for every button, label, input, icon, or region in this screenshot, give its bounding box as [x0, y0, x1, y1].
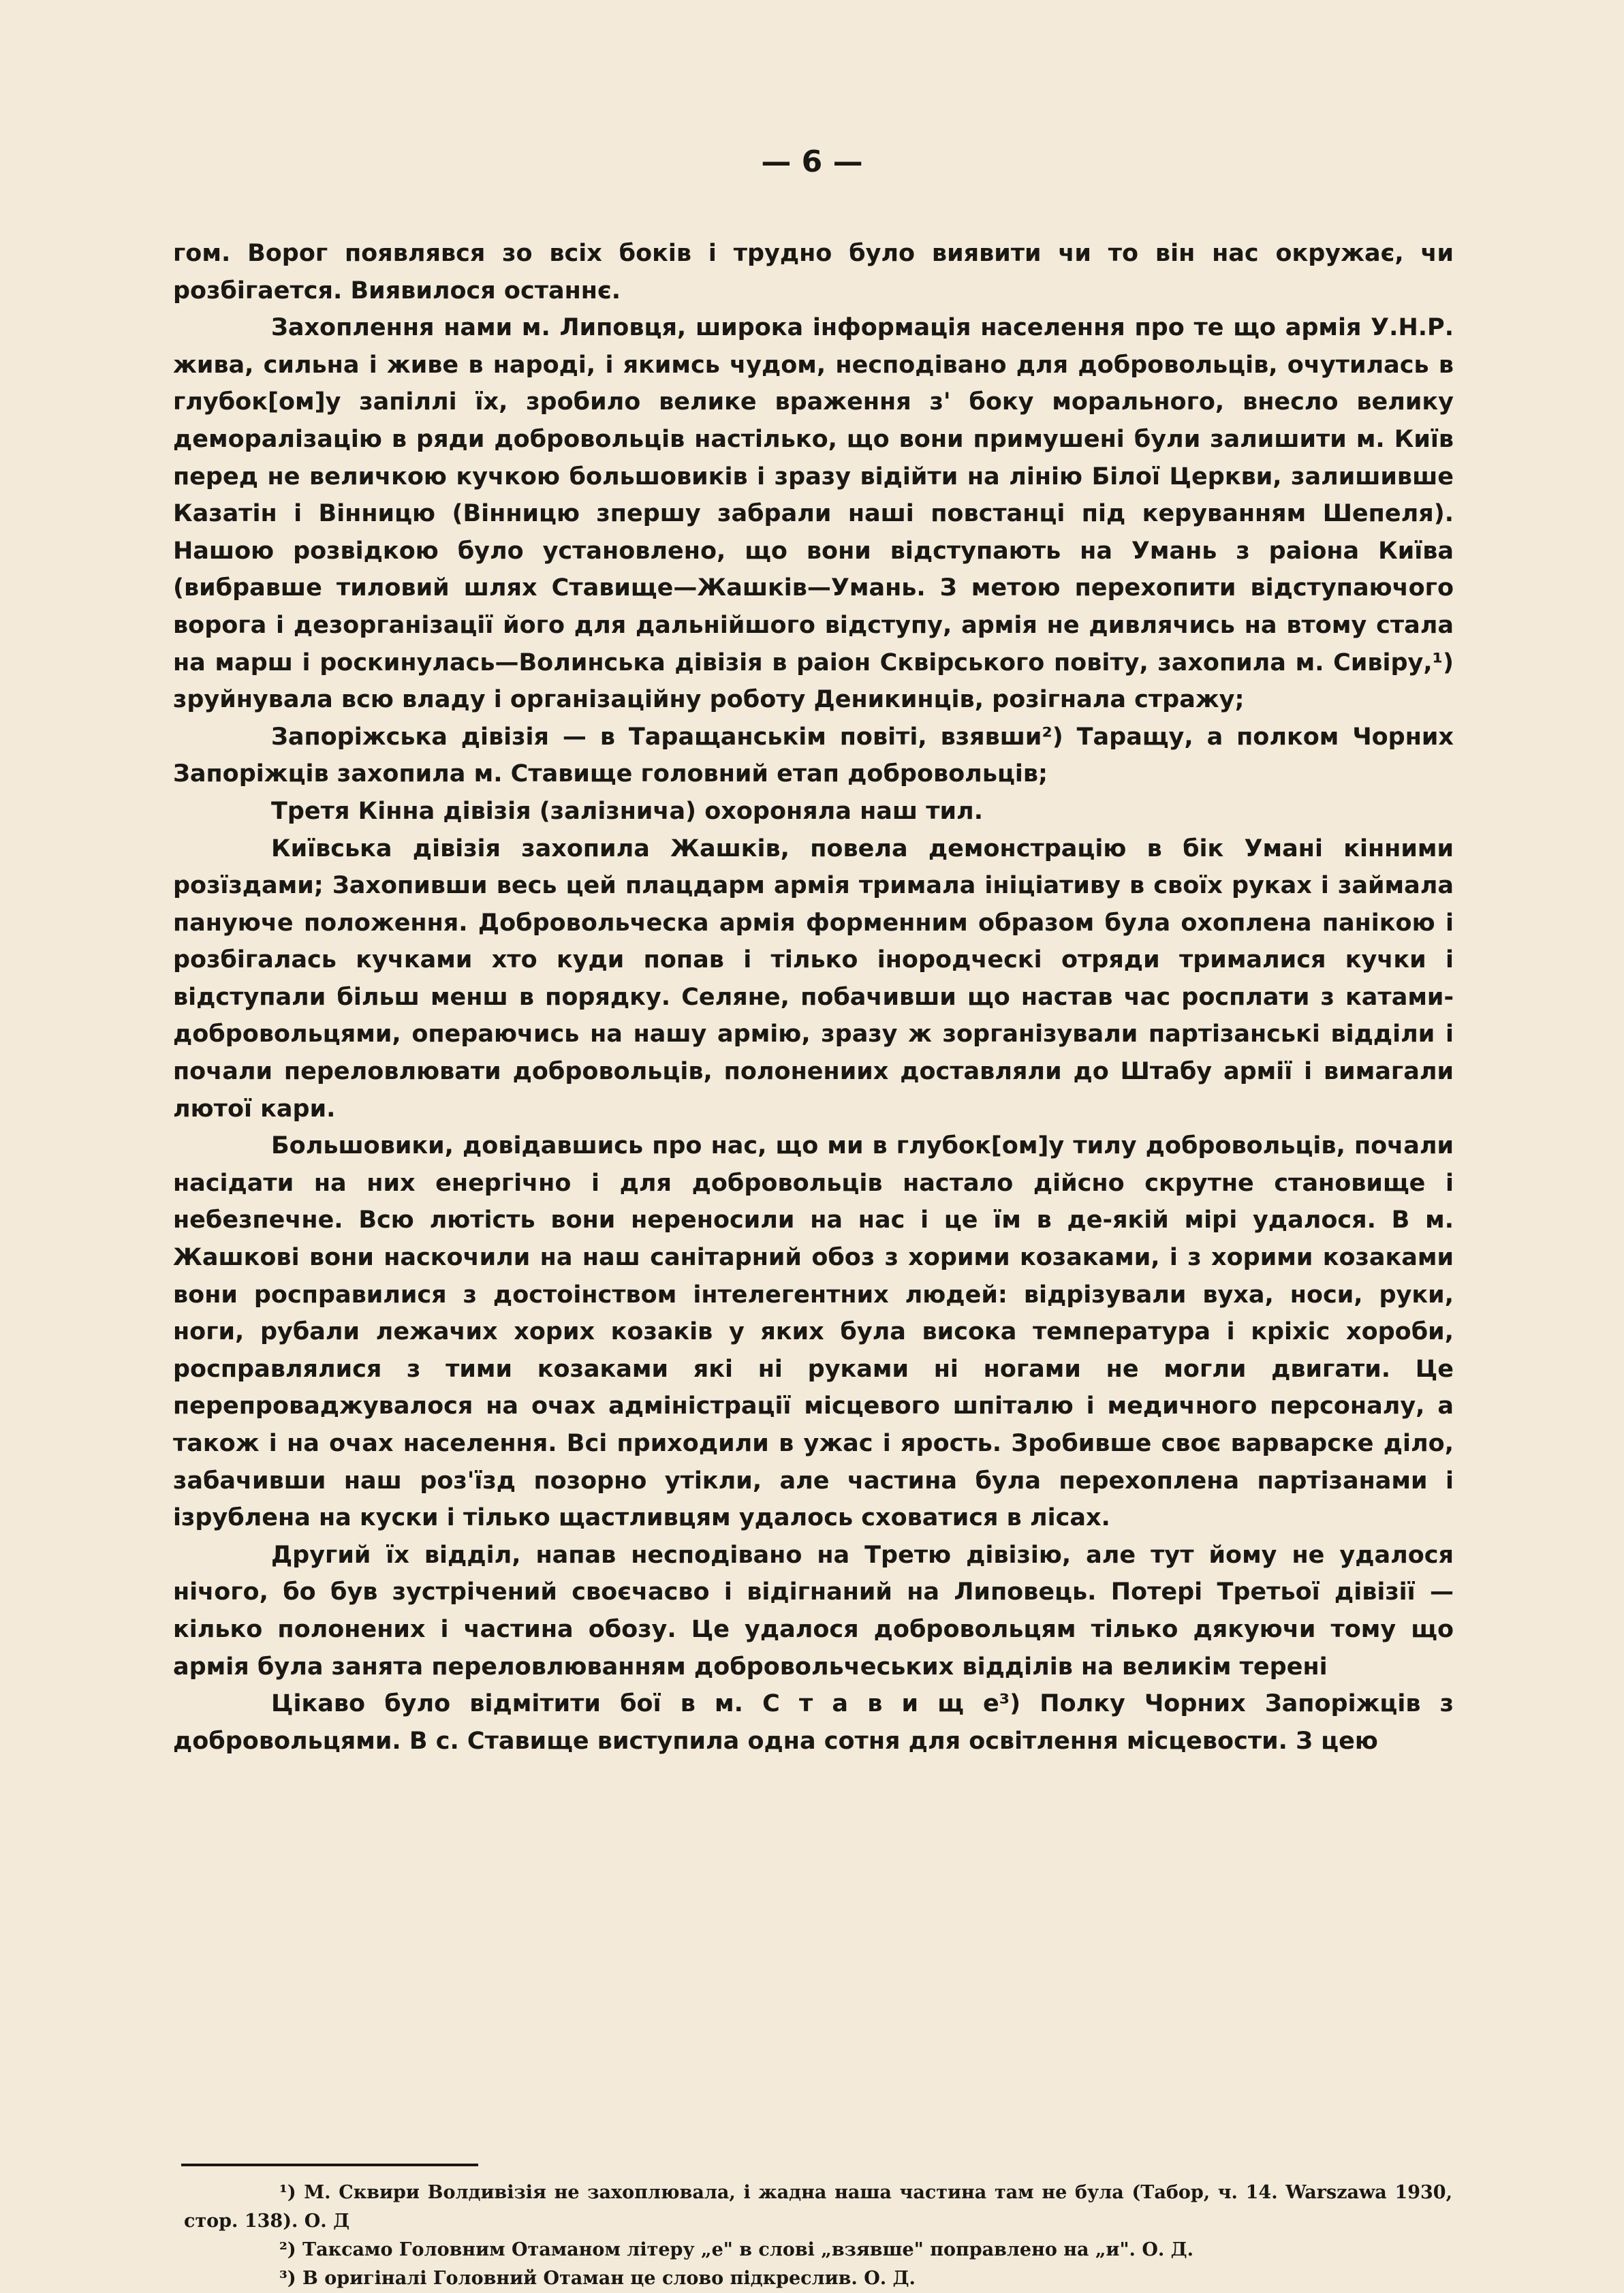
footnote: ¹) М. Сквири Волдивізія не захоплювала, і жадна наша частина там не була (Табор, ч. 14. Warszawa 1930, стор. 138). О. Д [184, 2182, 1452, 2232]
paragraph: Третя Кінна дівізія (залізнича) охороняла наш тил. [271, 797, 983, 825]
body-text [173, 235, 1454, 1760]
paragraph: Большовики, довідавшись про нас, що ми в глубок[ом]у тилу добровольців, почали насідати на них енергічно і для добровольців настало дійсно скрутне становище і небезпечне. Всю лютість вони нереносили на нас і це їм в де-якій мірі удалося. В м. Жашкові вони наскочили на наш санітарний обоз з хорими козаками, і з хорими козаками вони росправилися з достоінством інтелегентних людей: відрізували вуха, носи, руки, ноги, рубали лежачих хорих козаків у яких була висока температура і кріхіс хороби, росправлялися з тими козаками які ні руками ні ногами не могли двигати. Це перепроваджувалося на очах адміністрації місцевого шпіталю і медичного персоналу, а також і на очах населення. Всі приходили в ужас і ярость. Зробивше своє варварске діло, забачивши наш роз'їзд позорно утікли, але частина була перехоплена партізанами і ізрублена на куски і тілько щастливцям удалось сховатися в лісах. [173, 1132, 1454, 1532]
paragraph: Цікаво було відмітити бої в м. С т а в и щ е³) Полку Чорних Запоріжців з добровольцями. В с. Ставище виступила одна сотня для освітлення місцевости. З цею [173, 1690, 1454, 1755]
paragraph: Захоплення нами м. Липовця, широка інформація населення про те що армія У.Н.Р. жива, сильна і живе в народі, і якимсь чудом, несподівано для добровольців, очутилась в глубок[ом]у запіллі їх, зробило велике враження з' боку морального, внесло велику деморалізацію в ряди добровольців настілько, що вони примушені були залишити м. Київ перед не величкою кучкою большовиків і зразу відійти на лінію Білої Церкви, залишивше Казатін і Вінницю (Вінницю зпершу забрали наші повстанці під керуванням Шепеля). Нашою розвідкою було установлено, що вони відступають на Умань з раіона Київа (вибравше тиловий шлях Ставище—Жашків—Умань. З метою перехопити відступаючого ворога і дезорганізації його для дальнійшого відступу, армія не дивлячись на втому стала на марш і роскинулась—Волинська дівізія в раіон Сквірського повіту, захопила м. Сивіру,¹) зруйнувала всю владу і організаційну роботу Деникинців, розігнала стражу; [173, 314, 1454, 714]
paragraph: Другий їх відділ, напав несподівано на Третю дівізію, але тут йому не удалося нічого, бо був зустрічений своєчасво і відігнаний на Липовець. Потері Третьої дівізії — кілько полонених і частина обозу. Це удалося добровольцям тілько дякуючи тому що армія була занята переловлюванням добровольчеських відділів на великім терені [173, 1541, 1454, 1681]
footnote: ²) Таксамо Головним Отаманом літеру „е" в слові „взявше" поправлено на „и". О. Д. [279, 2239, 1194, 2260]
footnote-separator [181, 2164, 478, 2166]
footnote: ³) В оригіналі Головний Отаман це слово підкреслив. О. Д. [279, 2268, 916, 2289]
paragraph: Київська дівізія захопила Жашків, повела демонстрацію в бік Умані кінними розїздами; Захопивши весь цей плацдарм армія тримала ініціативу в своїх руках і займала пануюче положення. Добровольческа армія форменним образом була охоплена панікою і розбігалась кучками хто куди попав і тілько інородческі отряди трималися кучки і відступали більш менш в порядку. Селяне, побачивши що настав час росплати з катами-добровольцями, операючись на нашу армію, зразу ж зорганізували партізанські відділи і почали переловлювати добровольців, полонениих доставляли до Штабу армії і вимагали лютої кари. [173, 834, 1454, 1123]
paragraph: гом. Ворог появлявся зо всіх боків і трудно було виявити чи то він нас окружає, чи розбігается. Виявилося останнє. [173, 240, 1454, 305]
paragraph: Запоріжська дівізія — в Таращанськім повіті, взявши²) Таращу, а полком Чорних Запоріжців захопила м. Ставище головний етап добровольців; [173, 723, 1454, 788]
page-number: — 6 — [761, 144, 863, 179]
footnotes [184, 2179, 1452, 2293]
